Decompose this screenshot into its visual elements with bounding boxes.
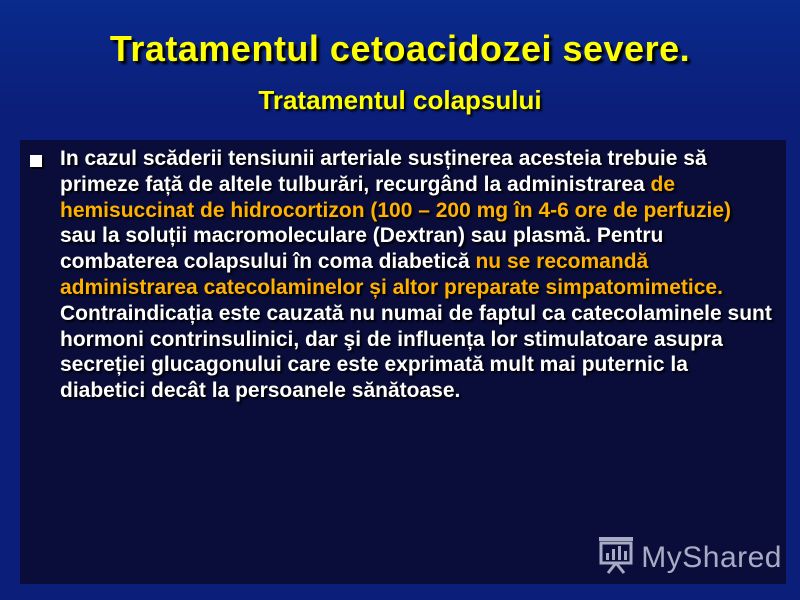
bullet-text: [60, 146, 772, 404]
presentation-board-icon: [597, 535, 635, 580]
content-box: [20, 140, 786, 584]
body-text-segment-3: sau la soluții macromoleculare (Dextran) sau plasmă. Pentru combaterea colapsului în coma diabetică: [60, 224, 664, 274]
watermark-label: MyShared: [641, 540, 782, 574]
square-bullet-icon: [30, 155, 42, 167]
watermark: [597, 535, 782, 580]
slide-title: Tratamentul cetoacidozei severe.: [109, 28, 691, 69]
body-text-segment-1: In cazul scăderii tensiunii arteriale susținerea acesteia trebuie să primeze față de altele tulburări, recurgând la administrarea: [60, 147, 707, 196]
body-highlight-hydrocortisone: de hemisuccinat de hidrocortizon (100 – 200 mg în 4-6 ore de perfuzie): [60, 172, 732, 222]
body-text-segment-5: Contraindicația este cauzată nu numai de faptul ca catecolaminele sunt hormoni contrinsulinici, dar şi de influența lor stimulatoare asupra secreției glucagonului care este exprimată mult mai puternic la diabetici decât la persoanele sănătoase.: [60, 301, 772, 403]
body-highlight-catecholamines: nu se recomandă administrarea catecolaminelor și altor preparate simpatomimetice.: [60, 250, 723, 299]
slide-subtitle: Tratamentul colapsului: [258, 85, 542, 115]
